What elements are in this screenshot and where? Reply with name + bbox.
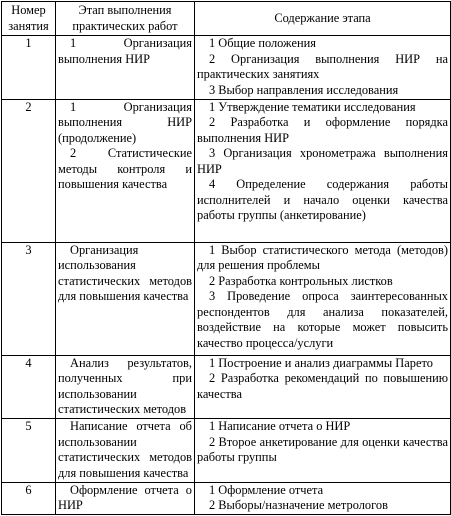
content-line: 2 Разработка и оформление порядка выполнения НИР xyxy=(197,115,448,145)
content-line: 2 Выборы/назначение метрологов xyxy=(209,498,388,513)
row-number: 2 xyxy=(2,99,56,242)
stage-line: Оформление отчета о НИР xyxy=(58,482,192,513)
row-stage xyxy=(56,36,195,100)
header-number: Номер занятия xyxy=(2,2,56,36)
content-line: 2 Второе анкетирование для оценки качества работы группы xyxy=(197,434,448,465)
table-row xyxy=(2,419,451,483)
row-stage xyxy=(56,355,195,419)
content-line: 3 Организация хронометража выполнения НИР xyxy=(197,146,448,176)
table-row xyxy=(2,99,451,242)
content-line: 1 Общие положения xyxy=(209,36,316,50)
table-row xyxy=(2,355,451,419)
header-content: Содержание этапа xyxy=(195,2,451,36)
row-number: 5 xyxy=(2,419,56,483)
row-content xyxy=(195,242,451,355)
content-line: 3 Выбор направления исследования xyxy=(209,82,399,97)
content-line: 1 Оформление отчета xyxy=(209,482,324,497)
row-content xyxy=(195,355,451,419)
content-line: 2 Организация выполнения НИР на практических занятиях xyxy=(197,51,448,81)
stage-line: 1 Организация выполнения НИР xyxy=(58,36,192,66)
table-header-row xyxy=(2,2,451,36)
content-line: 1 Выбор статистического метода (методов) для решения проблемы xyxy=(197,242,448,273)
table-row xyxy=(2,482,451,514)
table-row xyxy=(2,242,451,355)
row-stage xyxy=(56,419,195,483)
row-number: 6 xyxy=(2,482,56,514)
content-line: 1 Написание отчета о НИР xyxy=(209,419,351,434)
content-line: 1 Построение и анализ диаграммы Парето xyxy=(209,355,433,370)
row-content xyxy=(195,482,451,514)
stage-line: 2 Статистические методы контроля и повышения качества xyxy=(58,146,192,192)
row-content xyxy=(195,36,451,100)
row-stage xyxy=(56,242,195,355)
row-number: 1 xyxy=(2,36,56,100)
content-line: 2 Разработка контрольных листков xyxy=(209,273,393,288)
header-stage: Этап выполнения практических работ xyxy=(56,2,195,36)
row-stage xyxy=(56,99,195,242)
row-number: 4 xyxy=(2,355,56,419)
content-line: 2 Разработка рекомендаций по повышению качества xyxy=(197,371,448,401)
row-content xyxy=(195,419,451,483)
content-line: 1 Утверждение тематики исследования xyxy=(209,99,416,114)
row-stage xyxy=(56,482,195,514)
stage-line: Написание отчета об использовании статистических методов для повышения качества xyxy=(58,419,192,480)
content-line: 4 Определение содержания работы исполнителей и начало оценки качества работы группы (анкетирование) xyxy=(197,177,448,223)
row-content xyxy=(195,99,451,242)
practical-work-table xyxy=(1,1,451,515)
stage-line: 1 Организация выполнения НИР (продолжение) xyxy=(58,99,192,145)
content-line: 3 Проведение опроса заинтересованных респондентов для анализа показателей, воздействие на которые может повысить качество процесса/услуги xyxy=(197,289,448,350)
table-row xyxy=(2,36,451,100)
row-number: 3 xyxy=(2,242,56,355)
stage-line: Анализ результатов, полученных при использовании статистических методов xyxy=(58,355,192,417)
stage-line: Организация использования статистических методов для повышения качества xyxy=(58,242,192,304)
